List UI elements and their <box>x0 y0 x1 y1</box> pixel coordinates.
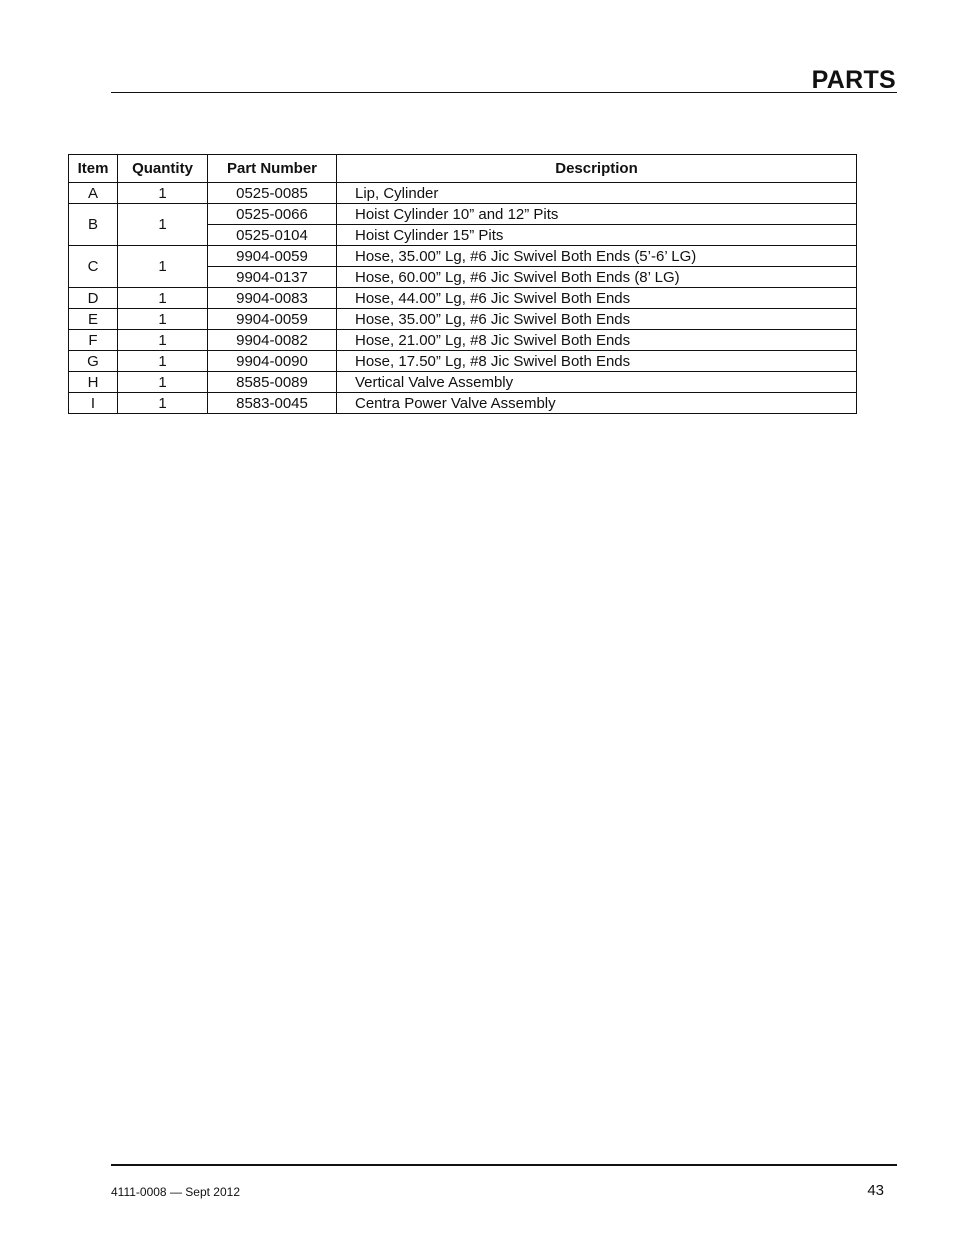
cell-description: Hose, 35.00” Lg, #6 Jic Swivel Both Ends (5’-6’ LG) <box>337 246 857 267</box>
column-header-item: Item <box>69 155 118 183</box>
cell-item: E <box>69 309 118 330</box>
section-title: PARTS <box>811 66 896 94</box>
header-rule <box>111 92 897 93</box>
cell-description: Hose, 60.00” Lg, #6 Jic Swivel Both Ends (8’ LG) <box>337 267 857 288</box>
document-id: 4111-0008 — Sept 2012 <box>111 1185 240 1199</box>
table-row <box>69 330 857 351</box>
cell-description: Lip, Cylinder <box>337 183 857 204</box>
cell-quantity: 1 <box>118 246 208 288</box>
cell-description: Hose, 44.00” Lg, #6 Jic Swivel Both Ends <box>337 288 857 309</box>
cell-quantity: 1 <box>118 183 208 204</box>
table-row <box>69 204 857 225</box>
cell-part-number: 9904-0082 <box>208 330 337 351</box>
cell-description: Hose, 35.00” Lg, #6 Jic Swivel Both Ends <box>337 309 857 330</box>
cell-part-number: 9904-0090 <box>208 351 337 372</box>
cell-item: H <box>69 372 118 393</box>
cell-description: Centra Power Valve Assembly <box>337 393 857 414</box>
page-number: 43 <box>867 1182 884 1199</box>
column-header-description: Description <box>337 155 857 183</box>
cell-item: B <box>69 204 118 246</box>
cell-part-number: 9904-0083 <box>208 288 337 309</box>
cell-quantity: 1 <box>118 393 208 414</box>
cell-description: Vertical Valve Assembly <box>337 372 857 393</box>
cell-part-number: 0525-0085 <box>208 183 337 204</box>
cell-item: A <box>69 183 118 204</box>
header-row <box>69 155 857 183</box>
cell-quantity: 1 <box>118 351 208 372</box>
cell-quantity: 1 <box>118 288 208 309</box>
cell-item: C <box>69 246 118 288</box>
cell-description: Hose, 21.00” Lg, #8 Jic Swivel Both Ends <box>337 330 857 351</box>
table-row <box>69 246 857 267</box>
table-row <box>69 372 857 393</box>
parts-table-body <box>69 183 857 414</box>
cell-quantity: 1 <box>118 372 208 393</box>
cell-item: I <box>69 393 118 414</box>
footer-rule <box>111 1164 897 1166</box>
cell-part-number: 9904-0137 <box>208 267 337 288</box>
cell-quantity: 1 <box>118 309 208 330</box>
cell-item: G <box>69 351 118 372</box>
column-header-part-number: Part Number <box>208 155 337 183</box>
cell-item: F <box>69 330 118 351</box>
parts-table <box>68 154 857 414</box>
column-header-quantity: Quantity <box>118 155 208 183</box>
cell-description: Hoist Cylinder 15” Pits <box>337 225 857 246</box>
table-row <box>69 183 857 204</box>
cell-part-number: 8585-0089 <box>208 372 337 393</box>
table-row <box>69 351 857 372</box>
cell-part-number: 0525-0066 <box>208 204 337 225</box>
cell-part-number: 9904-0059 <box>208 309 337 330</box>
cell-part-number: 0525-0104 <box>208 225 337 246</box>
table-row <box>69 309 857 330</box>
cell-part-number: 8583-0045 <box>208 393 337 414</box>
cell-quantity: 1 <box>118 330 208 351</box>
cell-part-number: 9904-0059 <box>208 246 337 267</box>
parts-table-header <box>69 155 857 183</box>
cell-description: Hoist Cylinder 10” and 12” Pits <box>337 204 857 225</box>
table-row <box>69 393 857 414</box>
cell-quantity: 1 <box>118 204 208 246</box>
cell-item: D <box>69 288 118 309</box>
cell-description: Hose, 17.50” Lg, #8 Jic Swivel Both Ends <box>337 351 857 372</box>
table-row <box>69 288 857 309</box>
